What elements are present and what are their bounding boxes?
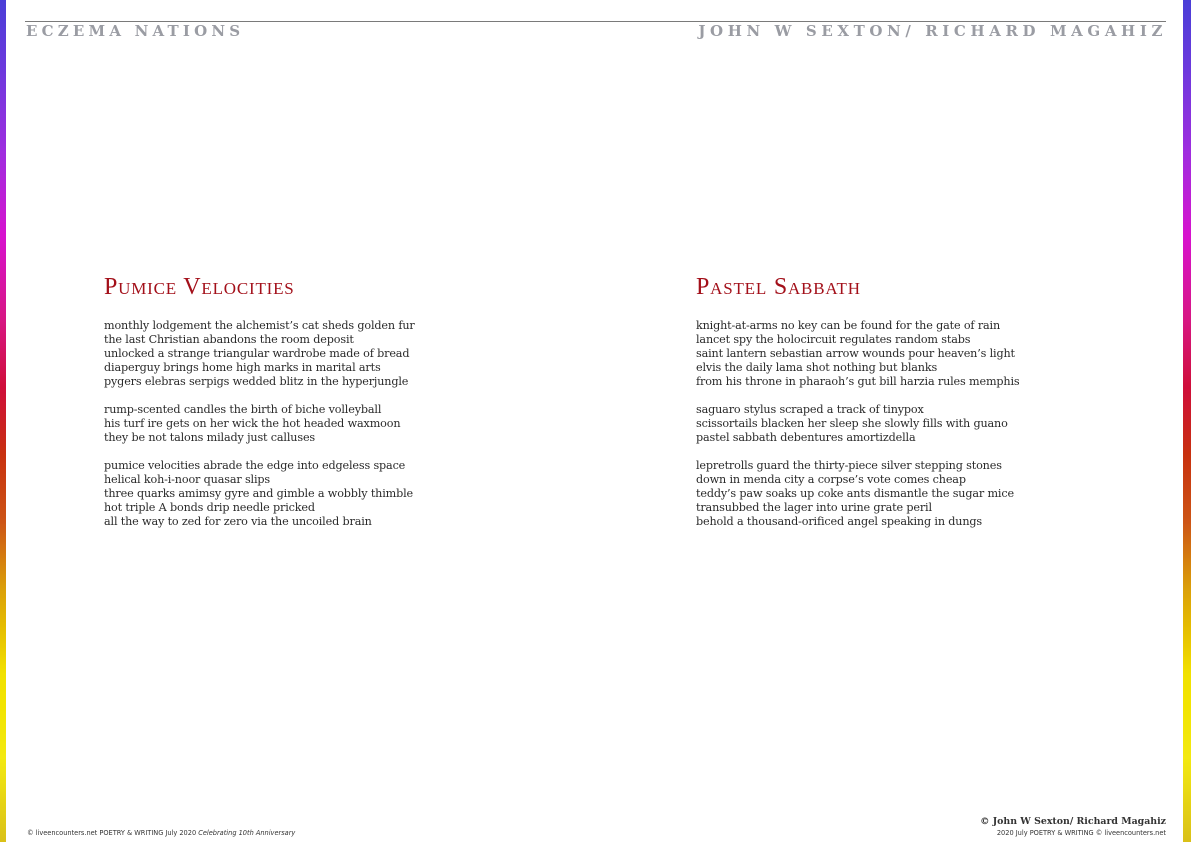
stanza	[696, 459, 1020, 529]
poem-line: scissortails blacken her sleep she slowly fills with guano	[696, 417, 1008, 430]
poem-line: from his throne in pharaoh’s gut bill harzia rules memphis	[696, 375, 1020, 388]
poem-line: pastel sabbath debentures amortizdella	[696, 431, 916, 444]
poem-line: down in menda city a corpse’s vote comes cheap	[696, 473, 966, 486]
footer-publication-right: 2020 July POETRY & WRITING © liveencounters.net	[996, 829, 1166, 837]
footer-publication-text: © liveencounters.net POETRY & WRITING July 2020	[27, 829, 199, 837]
poem-title: Pastel Sabbath	[696, 274, 861, 300]
poem-line: hot triple A bonds drip needle pricked	[104, 501, 315, 514]
stanza	[104, 403, 415, 445]
running-header-authors: JOHN W SEXTON/ RICHARD MAGAHIZ	[698, 22, 1167, 40]
running-header-title: ECZEMA NATIONS	[26, 22, 245, 40]
poem-pumice-velocities	[104, 274, 415, 543]
poem-line: unlocked a strange triangular wardrobe made of bread	[104, 347, 410, 360]
poem-line: saint lantern sebastian arrow wounds pour heaven’s light	[696, 347, 1015, 360]
poem-line: rump-scented candles the birth of biche volleyball	[104, 403, 382, 416]
poem-line: his turf ire gets on her wick the hot headed waxmoon	[104, 417, 401, 430]
footer-credit-right	[980, 816, 1166, 838]
stanza	[696, 403, 1020, 445]
poem-line: monthly lodgement the alchemist’s cat sheds golden fur	[104, 319, 415, 332]
poem-line: behold a thousand-orificed angel speaking in dungs	[696, 515, 983, 528]
footer-publication-left	[27, 829, 295, 837]
poem-line: elvis the daily lama shot nothing but blanks	[696, 361, 938, 374]
stanza	[104, 319, 415, 389]
decorative-edge-left	[0, 0, 6, 842]
poem-line: they be not talons milady just calluses	[104, 431, 316, 444]
stanza	[104, 459, 415, 529]
poem-line: lancet spy the holocircuit regulates random stabs	[696, 333, 971, 346]
decorative-edge-right	[1183, 0, 1191, 842]
poem-line: helical koh-i-noor quasar slips	[104, 473, 270, 486]
poem-line: teddy’s paw soaks up coke ants dismantle the sugar mice	[696, 487, 1014, 500]
poem-title: Pumice Velocities	[104, 274, 295, 300]
poem-line: transubbed the lager into urine grate peril	[696, 501, 932, 514]
poem-pastel-sabbath	[696, 274, 1020, 543]
stanza	[696, 319, 1020, 389]
poem-line: the last Christian abandons the room deposit	[104, 333, 354, 346]
footer-anniversary-text: Celebrating 10th Anniversary	[198, 829, 296, 837]
poem-line: diaperguy brings home high marks in marital arts	[104, 361, 381, 374]
poem-line: lepretrolls guard the thirty-piece silver stepping stones	[696, 459, 1002, 472]
poem-line: knight-at-arms no key can be found for the gate of rain	[696, 319, 1001, 332]
poem-line: pumice velocities abrade the edge into edgeless space	[104, 459, 406, 472]
poem-line: all the way to zed for zero via the uncoiled brain	[104, 515, 372, 528]
poem-line: saguaro stylus scraped a track of tinypox	[696, 403, 924, 416]
footer-copyright-authors: © John W Sexton/ Richard Magahiz	[980, 816, 1166, 827]
poem-line: three quarks amimsy gyre and gimble a wobbly thimble	[104, 487, 414, 500]
poem-line: pygers elebras serpigs wedded blitz in the hyperjungle	[104, 375, 409, 388]
